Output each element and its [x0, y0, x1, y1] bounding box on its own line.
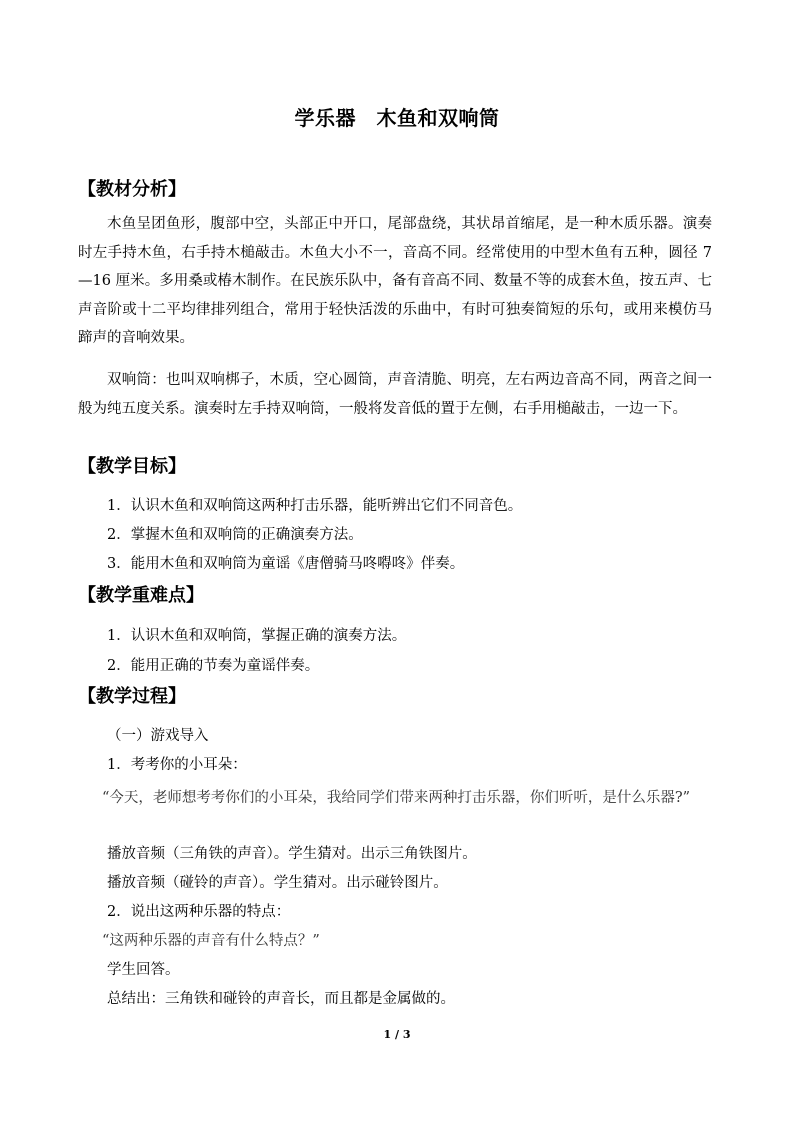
page-title: 学乐器 木鱼和双响筒 [294, 106, 500, 130]
process-line-answer: 学生回答。 [107, 962, 180, 978]
page-number: 1 / 3 [383, 1028, 411, 1041]
key-point-item-2: 2．能用正确的节奏为童谣伴奏。 [107, 658, 320, 674]
goal-item-2: 2．掌握木鱼和双响筒的正确演奏方法。 [107, 527, 363, 543]
section-heading-analysis: 【教材分析】 [78, 179, 186, 200]
process-step-heading: （一）游戏导入 [107, 728, 209, 744]
goal-item-3: 3．能用木鱼和双响筒为童谣《唐僧骑马咚嘚咚》伴奏。 [107, 556, 465, 572]
key-point-item-1: 1．认识木鱼和双响筒，掌握正确的演奏方法。 [107, 628, 407, 644]
process-line-triangle: 播放音频（三角铁的声音）。学生猜对。出示三角铁图片。 [107, 846, 477, 862]
process-line-bell: 播放音频（碰铃的声音）。学生猜对。出示碰铃图片。 [107, 875, 448, 891]
section-heading-key-points: 【教学重难点】 [78, 585, 204, 606]
process-sub-item-1: 1．考考你的小耳朵： [107, 757, 247, 773]
section-heading-goals: 【教学目标】 [78, 456, 186, 477]
goal-item-1: 1．认识木鱼和双响筒这两种打击乐器，能听辨出它们不同音色。 [107, 498, 523, 514]
section-heading-process: 【教学过程】 [78, 686, 186, 707]
teacher-quote-1: “今天，老师想考考你们的小耳朵，我给同学们带来两种打击乐器，你们听听，是什么乐器?” [102, 790, 691, 806]
analysis-paragraph-2: 双响筒：也叫双响梆子，木质，空心圆筒，声音清脆、明亮，左右两边音高不同，两音之间一般为纯五度关系。演奏时左手持双响筒，一般将发音低的置于左侧，右手用槌敲击，一边一下。 [78, 372, 712, 417]
teacher-quote-2: “这两种乐器的声音有什么特点？” [102, 933, 320, 949]
process-line-summary: 总结出：三角铁和碰铃的声音长，而且都是金属做的。 [107, 991, 455, 1007]
analysis-paragraph-1: 木鱼呈团鱼形，腹部中空，头部正中开口，尾部盘绕，其状昂首缩尾，是一种木质乐器。演奏时左手持木鱼，右手持木槌敲击。木鱼大小不一，音高不同。经常使用的中型木鱼有五种，圆径 7—16 厘米。多用桑或椿木制作。在民族乐队中，备有音高不同、数量不等的成套木鱼，按五声、七声音阶或十二平均律排列组合，常用于轻快活泼的乐曲中，有时可独奏简短的乐句，或用来模仿马蹄声的音响效果。 [78, 216, 712, 346]
process-sub-item-2: 2．说出这两种乐器的特点： [107, 904, 291, 920]
